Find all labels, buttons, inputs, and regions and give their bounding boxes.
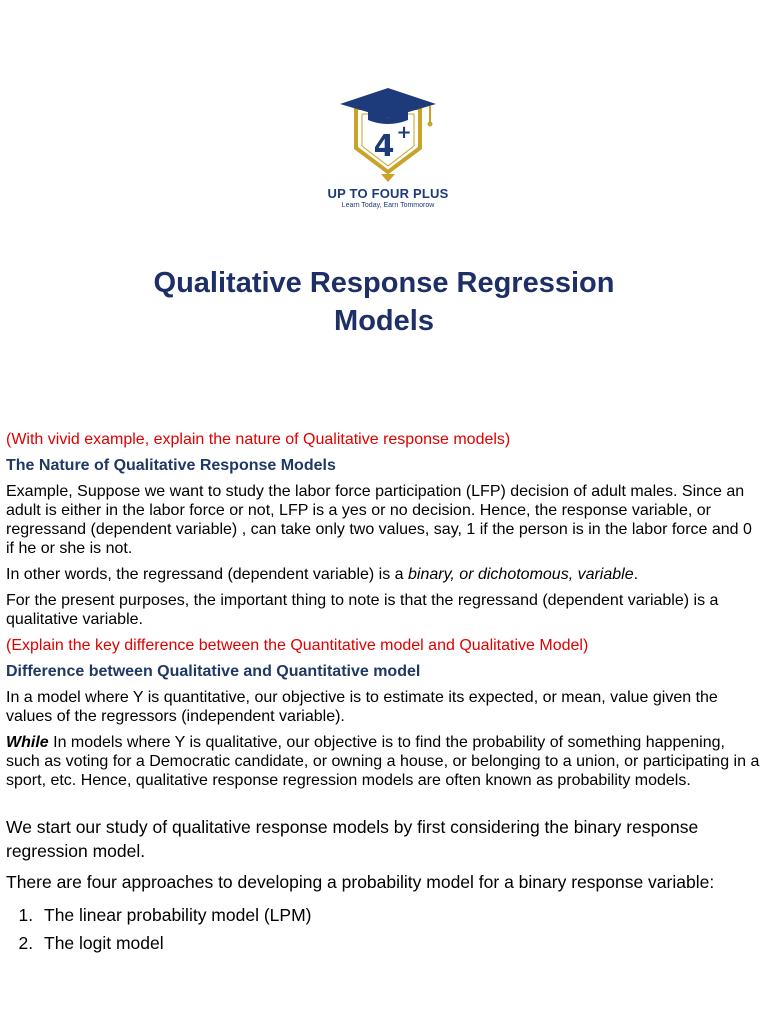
question-prompt-2: (Explain the key difference between the Quantitative model and Qualitative Model) <box>6 637 589 654</box>
section-heading-nature: The Nature of Qualitative Response Models <box>6 457 336 474</box>
binary-lead-text: In other words, the regressand (dependent variable) is a <box>6 566 409 583</box>
qualitative-note-paragraph: For the present purposes, the important thing to note is that the regressand (dependent variable) is a qualitative variable. <box>6 592 719 628</box>
qualitative-tail-text: In models where Y is qualitative, our objective is to find the probability of something happening, such as voting for a Democratic candidate, or owning a house, or belonging to a union, or participating in a sport, etc. Hence, qualitative response regression models are often known as probability models. <box>6 734 760 789</box>
approaches-paragraph: There are four approaches to developing a probability model for a binary response variable: <box>6 872 715 892</box>
approaches-list <box>6 901 762 957</box>
logo-title: UP TO FOUR PLUS <box>327 186 449 201</box>
title-line-2: Models <box>334 305 434 337</box>
example-paragraph: Example, Suppose we want to study the labor force participation (LFP) decision of adult males. Since an adult is either in the labor force or not, LFP is a yes or no decision. Hence, the response variable, or regressand (dependent variable) , can take only two values, say, 1 if the person is in the labor force and 0 if he or she is not. <box>6 483 752 557</box>
logo-number: 4 <box>373 129 395 164</box>
logo-tagline: Learn Today, Earn Tommorow <box>341 202 435 209</box>
binary-tail-text: . <box>633 566 639 583</box>
list-item: 2. The logit model <box>38 929 762 957</box>
page-title <box>60 264 708 340</box>
question-prompt-1: (With vivid example, explain the nature of Qualitative response models) <box>6 431 511 448</box>
title-line-1: Qualitative Response Regression <box>153 267 615 299</box>
graduation-shield-icon <box>318 86 458 186</box>
brand-logo <box>318 86 458 216</box>
section-heading-difference: Difference between Qualitative and Quantitative model <box>6 663 421 680</box>
while-emphasis: While <box>6 734 49 751</box>
quantitative-paragraph: In a model where Y is quantitative, our objective is to estimate its expected, or mean, value given the values of the regressors (independent variable). <box>6 689 718 725</box>
binary-emphasis: binary, or dichotomous, variable <box>408 566 634 583</box>
binary-variable-paragraph <box>6 565 762 584</box>
list-item: 1. The linear probability model (LPM) <box>38 901 762 929</box>
qualitative-paragraph <box>6 733 762 790</box>
logo-plus: + <box>396 122 412 143</box>
binary-intro-paragraph: We start our study of qualitative response models by first considering the binary response regression model. <box>6 817 699 861</box>
document-body <box>6 430 762 957</box>
